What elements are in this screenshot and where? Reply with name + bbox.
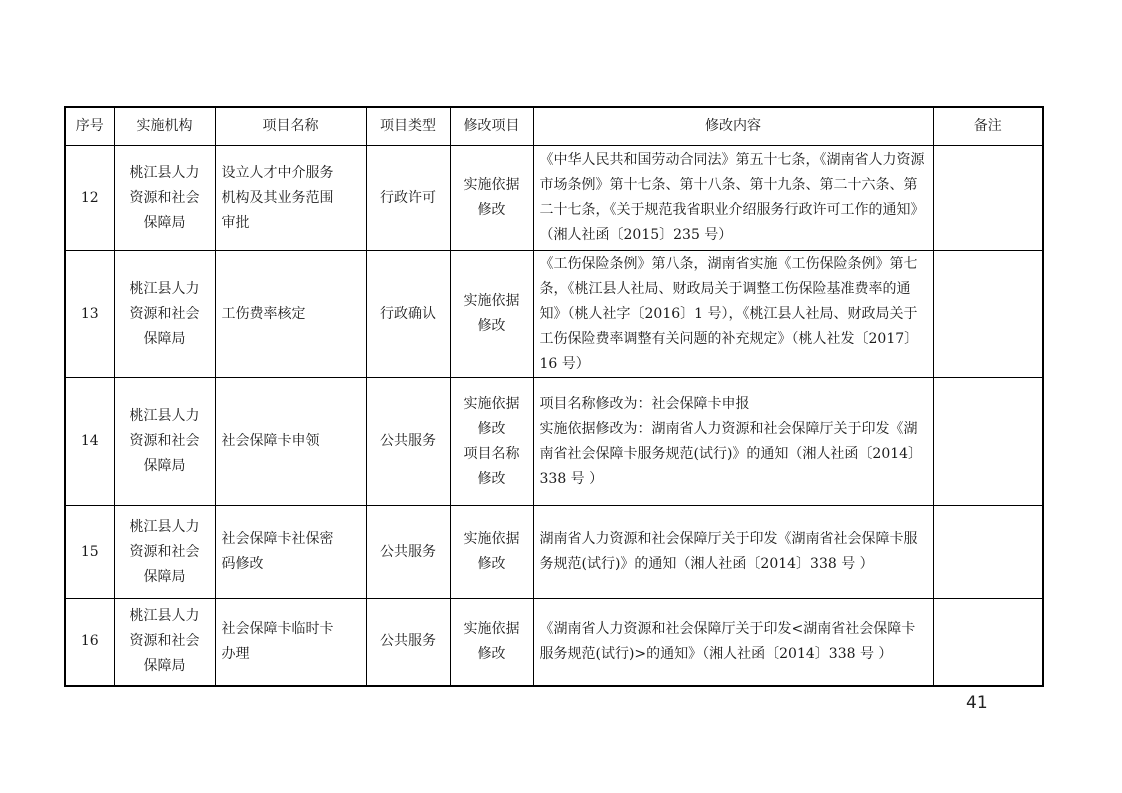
- row-content: 《中华人民共和国劳动合同法》第五十七条，《湖南省人力资源市场条例》第十七条、第十八条、第十九条、第二十六条、第二十七条，《关于规范我省职业介绍服务行政许可工作的通知》（湘人社函〔2015〕235 号）: [533, 146, 933, 251]
- row-modified-item: 实施依据 修改: [450, 506, 533, 599]
- row-remarks: [933, 378, 1043, 506]
- row-name: 社会保障卡申领: [215, 378, 366, 506]
- row-name: 社会保障卡临时卡 办理: [215, 599, 366, 686]
- row-seq: 13: [65, 251, 114, 378]
- row-content: 《湖南省人力资源和社会保障厅关于印发<湖南省社会保障卡服务规范(试行)>的通知》（湘人社函〔2014〕338 号 ）: [533, 599, 933, 686]
- header-name: 项目名称: [215, 107, 366, 146]
- modification-table: [64, 106, 1044, 687]
- row-remarks: [933, 251, 1043, 378]
- row-modified-item: 实施依据 修改 项目名称 修改: [450, 378, 533, 506]
- row-remarks: [933, 146, 1043, 251]
- row-org: 桃江县人力 资源和社会 保障局: [114, 146, 215, 251]
- row-modified-item: 实施依据 修改: [450, 251, 533, 378]
- row-seq: 15: [65, 506, 114, 599]
- row-type: 公共服务: [366, 378, 450, 506]
- table-row: [65, 599, 1043, 686]
- table-row: [65, 506, 1043, 599]
- row-content: 湖南省人力资源和社会保障厅关于印发《湖南省社会保障卡服务规范(试行)》的通知（湘人社函〔2014〕338 号 ）: [533, 506, 933, 599]
- table-row: [65, 378, 1043, 506]
- table-row: [65, 146, 1043, 251]
- row-content: 项目名称修改为：社会保障卡申报 实施依据修改为：湖南省人力资源和社会保障厅关于印发《湖南省社会保障卡服务规范(试行)》的通知（湘人社函〔2014〕338 号 ）: [533, 378, 933, 506]
- row-org: 桃江县人力 资源和社会 保障局: [114, 378, 215, 506]
- header-modified-item: 修改项目: [450, 107, 533, 146]
- row-name: 工伤费率核定: [215, 251, 366, 378]
- table-header-row: [65, 107, 1043, 146]
- row-name: 社会保障卡社保密 码修改: [215, 506, 366, 599]
- header-seq: 序号: [65, 107, 114, 146]
- row-org: 桃江县人力 资源和社会 保障局: [114, 506, 215, 599]
- row-org: 桃江县人力 资源和社会 保障局: [114, 251, 215, 378]
- row-seq: 16: [65, 599, 114, 686]
- row-modified-item: 实施依据 修改: [450, 146, 533, 251]
- row-remarks: [933, 506, 1043, 599]
- row-remarks: [933, 599, 1043, 686]
- table-row: [65, 251, 1043, 378]
- header-remarks: 备注: [933, 107, 1043, 146]
- row-content: 《工伤保险条例》第八条，湖南省实施《工伤保险条例》第七条，《桃江县人社局、财政局关于调整工伤保险基准费率的通知》（桃人社字〔2016〕1 号），《桃江县人社局、财政局关于工伤保险费率调整有关问题的补充规定》（桃人社发〔2017〕16 号）: [533, 251, 933, 378]
- row-name: 设立人才中介服务 机构及其业务范围 审批: [215, 146, 366, 251]
- row-type: 公共服务: [366, 506, 450, 599]
- row-seq: 12: [65, 146, 114, 251]
- header-content: 修改内容: [533, 107, 933, 146]
- row-org: 桃江县人力 资源和社会 保障局: [114, 599, 215, 686]
- header-type: 项目类型: [366, 107, 450, 146]
- row-seq: 14: [65, 378, 114, 506]
- row-type: 行政确认: [366, 251, 450, 378]
- page-number: 41: [966, 693, 988, 713]
- row-type: 行政许可: [366, 146, 450, 251]
- row-type: 公共服务: [366, 599, 450, 686]
- row-modified-item: 实施依据 修改: [450, 599, 533, 686]
- header-org: 实施机构: [114, 107, 215, 146]
